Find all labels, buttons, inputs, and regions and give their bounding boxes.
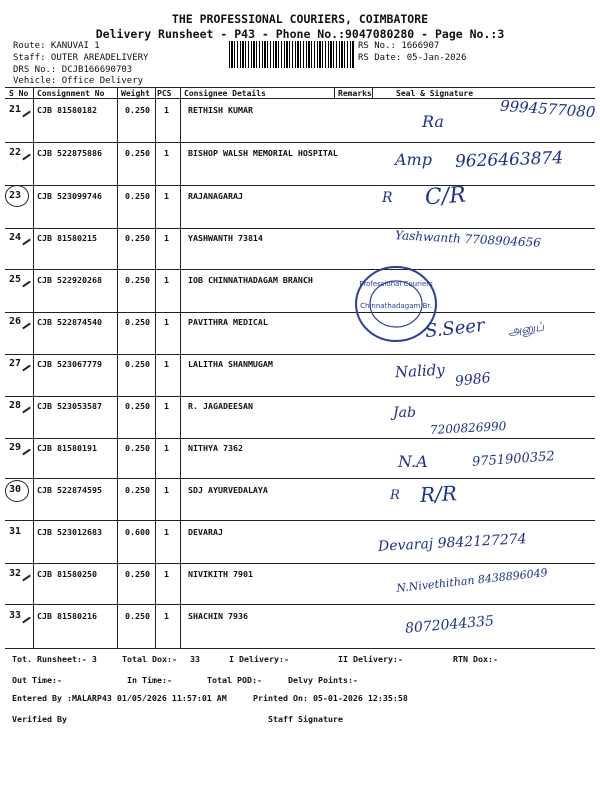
row-weight: 0.250 xyxy=(125,569,150,579)
handwritten-note: C/R xyxy=(424,182,467,211)
row-consignee: IOB CHINNATHADAGAM BRANCH xyxy=(188,275,313,285)
row-sno: 29 xyxy=(9,442,22,453)
tick-mark xyxy=(22,281,31,288)
row-divider xyxy=(5,228,595,229)
row-divider xyxy=(5,520,595,521)
row-divider xyxy=(5,604,595,605)
ii-delivery: II Delivery:- xyxy=(338,654,403,664)
col-divider xyxy=(180,87,181,648)
tick-mark xyxy=(22,449,31,456)
table-bottom-border xyxy=(5,648,595,649)
row-consignee: SHACHIN 7936 xyxy=(188,611,248,621)
tick-mark xyxy=(22,575,31,582)
signature: Nalidy xyxy=(394,360,446,382)
verified-by: Verified By xyxy=(12,714,67,724)
handwritten-mark: R xyxy=(382,190,393,206)
tick-mark xyxy=(22,239,31,246)
row-consignee: NITHYA 7362 xyxy=(188,443,243,453)
row-sno: 21 xyxy=(9,104,22,115)
row-pcs: 1 xyxy=(164,359,169,369)
row-consignment-no: CJB 522875886 xyxy=(37,148,102,158)
staff-signature: Staff Signature xyxy=(268,714,343,724)
company-title: THE PROFESSIONAL COURIERS, COIMBATORE xyxy=(171,12,429,26)
row-weight: 0.250 xyxy=(125,485,150,495)
tick-mark xyxy=(22,323,31,330)
row-weight: 0.250 xyxy=(125,105,150,115)
total-dox-label: Total Dox:- xyxy=(122,654,177,664)
row-consignee: NIVIKITH 7901 xyxy=(188,569,253,579)
handwritten-phone: 9626463874 xyxy=(454,148,564,172)
row-consignment-no: CJB 81580182 xyxy=(37,105,97,115)
row-weight: 0.250 xyxy=(125,401,150,411)
col-header-weight: Weight xyxy=(121,89,150,98)
i-delivery: I Delivery:- xyxy=(229,654,289,664)
handwritten-phone: 9751900352 xyxy=(471,449,556,470)
signature: N.A xyxy=(398,452,428,471)
handwritten-phone: 9986 xyxy=(454,370,492,390)
row-weight: 0.250 xyxy=(125,233,150,243)
row-weight: 0.250 xyxy=(125,611,150,621)
row-consignment-no: CJB 522874595 xyxy=(37,485,102,495)
rtn-dox: RTN Dox:- xyxy=(453,654,498,664)
row-consignee: SDJ AYURVEDALAYA xyxy=(188,485,268,495)
row-weight: 0.250 xyxy=(125,191,150,201)
handwritten-mark: R xyxy=(390,488,400,503)
signature: Jab xyxy=(393,405,416,421)
row-sno: 22 xyxy=(9,147,22,158)
col-header-pcs: PCS xyxy=(157,89,172,98)
tick-mark xyxy=(22,365,31,372)
col-header-consignment: Consignment No xyxy=(37,89,105,98)
row-sno: 26 xyxy=(9,316,22,327)
handwritten-name-phone: N.Nivethithan 8438896049 xyxy=(395,566,549,595)
row-divider xyxy=(5,563,595,564)
col-divider xyxy=(372,87,373,98)
row-pcs: 1 xyxy=(164,569,169,579)
handwritten-name-phone: Yashwanth 7708904656 xyxy=(394,228,542,250)
out-time: Out Time:- xyxy=(12,675,62,685)
row-sno: 23 xyxy=(9,190,22,201)
col-divider xyxy=(33,87,34,648)
row-divider xyxy=(5,478,595,479)
row-consignment-no: CJB 523012683 xyxy=(37,527,102,537)
circle-mark xyxy=(5,185,29,207)
row-divider xyxy=(5,312,595,313)
col-header-sno: S No xyxy=(9,89,29,98)
row-consignee: DEVARAJ xyxy=(188,527,223,537)
table-top-border xyxy=(5,87,595,88)
row-weight: 0.250 xyxy=(125,359,150,369)
row-pcs: 1 xyxy=(164,275,169,285)
row-pcs: 1 xyxy=(164,401,169,411)
signature: Ra xyxy=(422,112,444,131)
row-consignee: RETHISH KUMAR xyxy=(188,105,253,115)
handwritten-phone: 7200826990 xyxy=(429,419,507,437)
vehicle-label: Vehicle: Office Delivery xyxy=(13,76,144,86)
handwritten-signature: S.Seer xyxy=(424,314,486,343)
tick-mark xyxy=(22,154,31,161)
row-divider xyxy=(5,354,595,355)
row-sno: 33 xyxy=(9,610,22,621)
tick-mark xyxy=(22,111,31,118)
printed-on: Printed On: 05-01-2026 12:35:58 xyxy=(253,693,408,703)
route-label: Route: KANUVAI 1 xyxy=(13,41,100,51)
row-consignment-no: CJB 81580250 xyxy=(37,569,97,579)
row-pcs: 1 xyxy=(164,317,169,327)
row-pcs: 1 xyxy=(164,191,169,201)
barcode xyxy=(229,41,354,68)
row-pcs: 1 xyxy=(164,105,169,115)
handwritten-phone: 9994577080 xyxy=(499,96,596,122)
total-pod: Total POD:- xyxy=(207,675,262,685)
row-consignee: LALITHA SHANMUGAM xyxy=(188,359,273,369)
row-consignment-no: CJB 522920268 xyxy=(37,275,102,285)
row-weight: 0.250 xyxy=(125,275,150,285)
signature: அனுப் xyxy=(507,319,545,339)
row-divider xyxy=(5,142,595,143)
row-divider xyxy=(5,269,595,270)
row-sno: 31 xyxy=(9,526,22,537)
row-sno: 28 xyxy=(9,400,22,411)
col-divider xyxy=(155,87,156,648)
col-header-remarks: Remarks xyxy=(338,89,372,98)
delvy-points: Delvy Points:- xyxy=(288,675,358,685)
row-weight: 0.600 xyxy=(125,527,150,537)
row-pcs: 1 xyxy=(164,443,169,453)
rs-number: RS No.: 1666907 xyxy=(358,41,440,51)
handwritten-phone: 8072044335 xyxy=(404,613,495,637)
row-sno: 25 xyxy=(9,274,22,285)
row-consignment-no: CJB 523053587 xyxy=(37,401,102,411)
rs-date: RS Date: 05-Jan-2026 xyxy=(358,53,467,63)
col-header-seal: Seal & Signature xyxy=(396,89,474,98)
row-consignment-no: CJB 81580191 xyxy=(37,443,97,453)
row-consignee: BISHOP WALSH MEMORIAL HOSPITAL xyxy=(188,148,338,158)
col-divider xyxy=(334,87,335,98)
row-pcs: 1 xyxy=(164,527,169,537)
total-runsheet: Tot. Runsheet:- 3 xyxy=(12,654,97,664)
row-weight: 0.250 xyxy=(125,148,150,158)
row-pcs: 1 xyxy=(164,233,169,243)
row-divider xyxy=(5,396,595,397)
col-header-consignee: Consignee Details xyxy=(184,89,266,98)
tick-mark xyxy=(22,407,31,414)
row-consignment-no: CJB 523099746 xyxy=(37,191,102,201)
row-consignee: R. JAGADEESAN xyxy=(188,401,253,411)
row-consignee: RAJANAGARAJ xyxy=(188,191,243,201)
row-consignment-no: CJB 523067779 xyxy=(37,359,102,369)
row-weight: 0.250 xyxy=(125,443,150,453)
row-pcs: 1 xyxy=(164,485,169,495)
row-sno: 27 xyxy=(9,358,22,369)
tick-mark xyxy=(22,617,31,624)
runsheet-subtitle: Delivery Runsheet - P43 - Phone No.:9047080280 - Page No.:3 xyxy=(95,27,505,41)
signature: Amp xyxy=(395,150,432,169)
row-consignee: PAVITHRA MEDICAL xyxy=(188,317,268,327)
circle-mark xyxy=(5,480,29,502)
row-pcs: 1 xyxy=(164,611,169,621)
row-divider xyxy=(5,185,595,186)
row-divider xyxy=(5,438,595,439)
row-consignment-no: CJB 81580216 xyxy=(37,611,97,621)
in-time: In Time:- xyxy=(127,675,172,685)
drs-number: DRS No.: DCJB166690703 xyxy=(13,65,133,75)
row-weight: 0.250 xyxy=(125,317,150,327)
stamp-bottom-text: Chinnathadagam Br. xyxy=(360,302,432,310)
row-consignment-no: CJB 81580215 xyxy=(37,233,97,243)
total-dox-value: 33 xyxy=(190,654,200,664)
row-consignee: YASHWANTH 73814 xyxy=(188,233,263,243)
handwritten-name-phone: Devaraj 9842127274 xyxy=(377,531,527,555)
row-sno: 30 xyxy=(9,484,22,495)
row-pcs: 1 xyxy=(164,148,169,158)
stamp-top-text: Professional Couriers xyxy=(359,280,433,288)
handwritten-note: R/R xyxy=(419,481,458,507)
staff-label: Staff: OUTER AREADELIVERY xyxy=(13,53,149,63)
row-consignment-no: CJB 522874540 xyxy=(37,317,102,327)
col-divider xyxy=(117,87,118,648)
row-sno: 32 xyxy=(9,568,22,579)
entered-by: Entered By :MALARP43 01/05/2026 11:57:01 AM xyxy=(12,693,227,703)
row-sno: 24 xyxy=(9,232,22,243)
